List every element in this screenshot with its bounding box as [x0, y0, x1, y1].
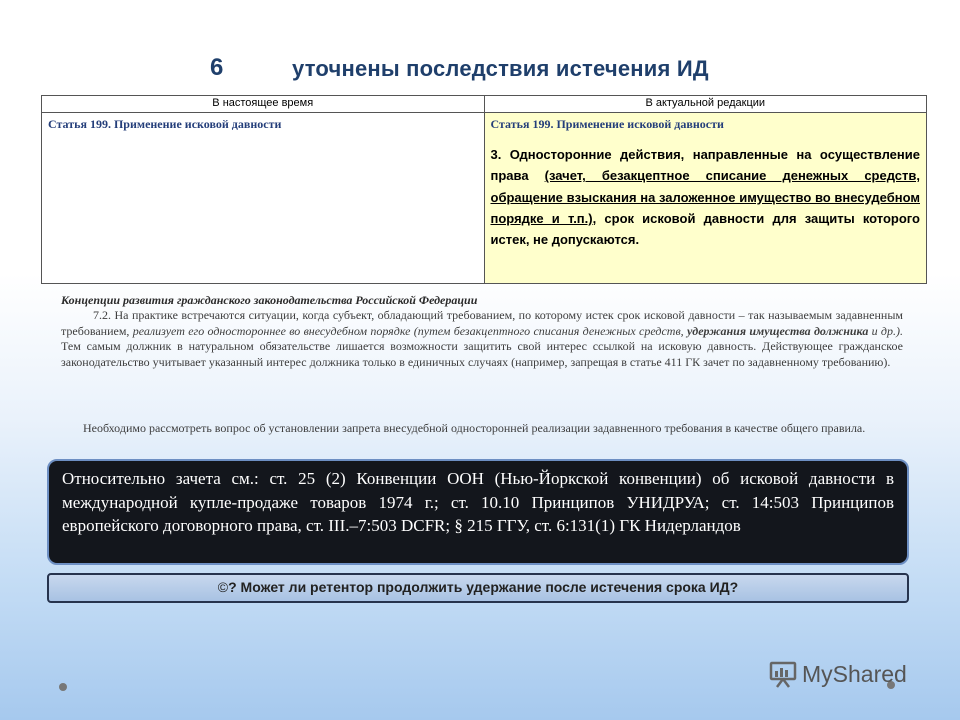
column-header-actual: В актуальной редакции: [484, 96, 927, 113]
current-article-heading: Статья 199. Применение исковой давности: [48, 117, 282, 131]
actual-article-heading: Статья 199. Применение исковой давности: [490, 117, 724, 131]
question-box: [47, 573, 909, 603]
concept-p1-text-2: Тем самым должник в натуральном обязательстве лишается возможности защитить свой интерес ссылкой на исковую давность. Действующее гражданское законодательство учитывает указанный интерес должника только в единичных случаях (например, запрещая в статье 411 ГК зачет по задавненному требованию).: [61, 339, 903, 369]
presentation-board-icon: [768, 659, 798, 689]
copyright-icon: ©: [217, 579, 229, 595]
current-version-cell: [42, 113, 485, 284]
concept-title: Концепции развития гражданского законодательства Российской Федерации: [61, 293, 478, 307]
concept-p1-text: 7.2. На практике встречаются ситуации, когда субъект, обладающий требованием, по которому истек срок исковой давности – так называемым задавненным требованием,: [61, 308, 903, 338]
concept-paragraph-1: [61, 308, 903, 370]
article-text-part2: , срок исковой давности для защиты которого истек, не допускаются.: [490, 210, 920, 248]
actual-version-cell: [484, 113, 927, 284]
concept-p1-bold-italic: удержания имущества должника: [686, 323, 869, 338]
slide-number: 6: [210, 54, 224, 81]
comparison-table: [41, 95, 927, 284]
concept-p1-italic-2: и др.).: [868, 323, 903, 338]
concept-p2-text: Необходимо рассмотреть вопрос об установлении запрета внесудебной односторонней реализации задавненного требования в качестве общего правила.: [83, 421, 866, 435]
table-row: [42, 113, 927, 284]
nav-dot-left: [59, 683, 67, 691]
concept-p1-italic: реализует его одностороннее во внесудебном порядке (путем безакцептного списания денежных средств,: [132, 323, 687, 338]
watermark-logo: [768, 656, 907, 692]
table-header-row: [42, 96, 927, 113]
column-header-current: В настоящее время: [42, 96, 485, 113]
watermark-text: MyShared: [802, 660, 907, 687]
note-text: Относительно зачета см.: ст. 25 (2) Конвенции ООН (Нью-Йоркской конвенции) об исковой давности в международной купле-продаже товаров 1974 г.; ст. 10.10 Принципов УНИДРУА; ст. 14:503 Принципов европейского договорного права, ст. III.–7:503 DCFR; § 215 ГГУ, ст. 6:131(1) ГК Нидерландов: [62, 469, 894, 535]
article-text-part1: 3. Односторонние действия, направленные на осуществление права: [490, 147, 920, 184]
note-box: [47, 459, 909, 565]
slide-title: уточнены последствия истечения ИД: [292, 56, 709, 81]
article-text-underlined: (зачет, безакцептное списание денежных средств, обращение взыскания на заложенное имущество во внесудебном порядке и т.п.): [490, 168, 920, 226]
concept-paragraph-2: [61, 421, 903, 437]
question-text: ? Может ли ретентор продолжить удержание после истечения срока ИД?: [228, 579, 739, 595]
actual-article-text: [491, 144, 921, 250]
